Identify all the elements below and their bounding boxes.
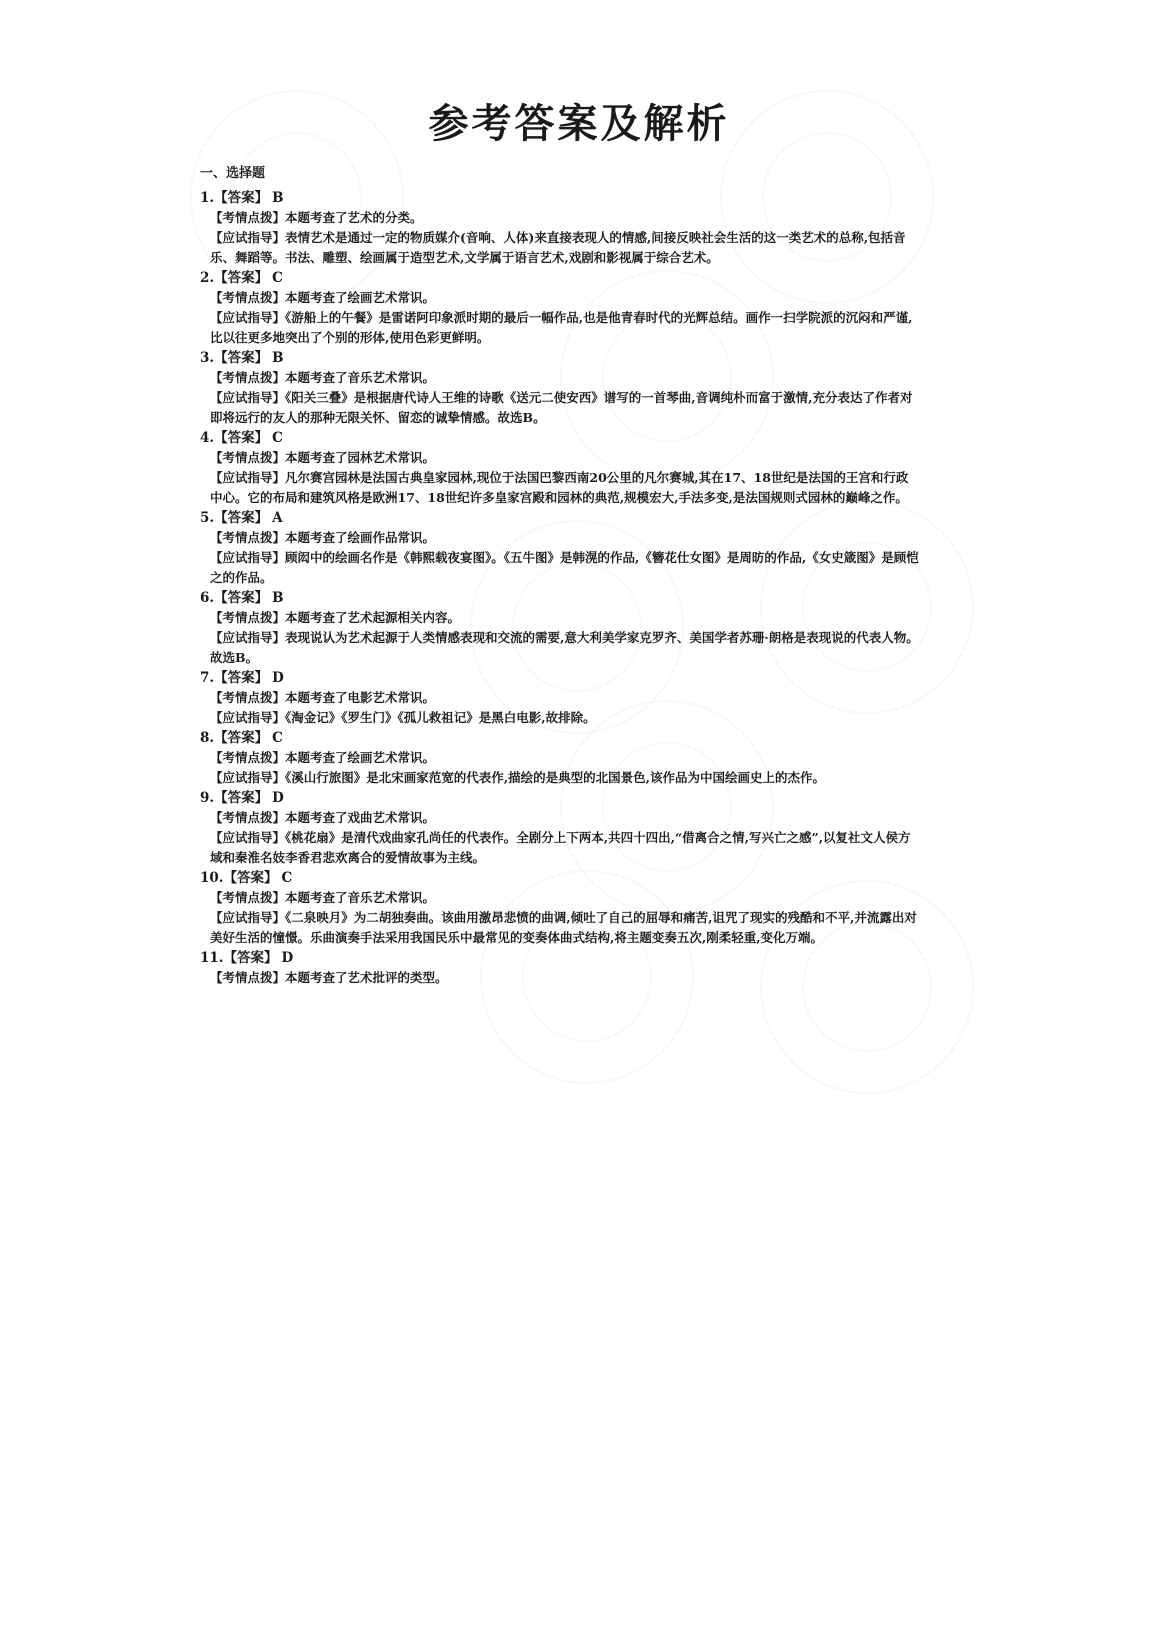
question-number: 10.	[200, 870, 224, 886]
exam-guide-line	[210, 228, 920, 268]
answer-label: 【答案】	[214, 510, 269, 526]
key-point-line	[210, 688, 920, 708]
question-number: 5.	[200, 510, 215, 526]
key-point-text: 本题考查了艺术批评的类型。	[285, 970, 448, 985]
question-answer	[200, 788, 920, 808]
key-point-label: 【考情点拨】	[210, 610, 286, 625]
key-point-label: 【考情点拨】	[210, 750, 286, 765]
question-answer	[200, 188, 920, 208]
answer-value: C	[272, 430, 283, 446]
answer-label: 【答案】	[223, 870, 278, 886]
exam-guide-line	[210, 548, 920, 588]
key-point-line	[210, 528, 920, 548]
key-point-line	[210, 748, 920, 768]
exam-guide-label: 【应试指导】	[210, 470, 286, 485]
question-item	[200, 188, 920, 268]
answer-label: 【答案】	[214, 270, 269, 286]
question-item	[200, 588, 920, 668]
key-point-label: 【考情点拨】	[210, 970, 286, 985]
exam-guide-label: 【应试指导】	[210, 230, 286, 245]
question-answer	[200, 728, 920, 748]
key-point-text: 本题考查了绘画作品常识。	[285, 530, 436, 545]
exam-guide-text: 凡尔赛宫园林是法国古典皇家园林,现位于法国巴黎西南20公里的凡尔赛城,其在17、18世纪是法国的王宫和行政中心。它的布局和建筑风格是欧洲17、18世纪许多皇家宫殿和园林的典范,规模宏大,手法多变,是法国规则式园林的巅峰之作。	[210, 470, 909, 505]
answers-content	[200, 164, 920, 988]
question-item	[200, 948, 920, 988]
question-item	[200, 868, 920, 948]
exam-guide-line	[210, 828, 920, 868]
question-item	[200, 788, 920, 868]
key-point-line	[210, 288, 920, 308]
answer-value: B	[272, 190, 284, 206]
exam-guide-line	[210, 308, 920, 348]
exam-guide-line	[210, 768, 920, 788]
exam-guide-text: 《阳关三叠》是根据唐代诗人王维的诗歌《送元二使安西》谱写的一首琴曲,音调纯朴而富于激情,充分表达了作者对即将远行的友人的那种无限关怀、留恋的诚挚情感。故选B。	[210, 390, 913, 425]
answer-value: A	[272, 510, 283, 526]
question-number: 11.	[200, 950, 224, 966]
answer-label: 【答案】	[214, 670, 269, 686]
exam-guide-text: 《游船上的午餐》是雷诺阿印象派时期的最后一幅作品,也是他青春时代的光辉总结。画作一扫学院派的沉闷和严谨,比以往更多地突出了个别的形体,使用色彩更鲜明。	[210, 310, 913, 345]
question-answer	[200, 588, 920, 608]
key-point-text: 本题考查了绘画艺术常识。	[285, 290, 436, 305]
key-point-label: 【考情点拨】	[210, 690, 286, 705]
exam-guide-label: 【应试指导】	[210, 910, 286, 925]
exam-guide-text: 顾闳中的绘画名作是《韩熙载夜宴图》。《五牛图》是韩滉的作品,《簪花仕女图》是周昉的作品,《女史箴图》是顾恺之的作品。	[210, 550, 919, 585]
answer-value: C	[281, 870, 293, 886]
question-item	[200, 268, 920, 348]
question-item	[200, 668, 920, 728]
exam-guide-label: 【应试指导】	[210, 630, 286, 645]
question-answer	[200, 428, 920, 448]
page-title: 参考答案及解析	[428, 100, 730, 147]
question-answer	[200, 268, 920, 288]
key-point-label: 【考情点拨】	[210, 450, 286, 465]
exam-guide-line	[210, 908, 920, 948]
exam-guide-text: 《溪山行旅图》是北宋画家范宽的代表作,描绘的是典型的北国景色,该作品为中国绘画史上的杰作。	[285, 770, 825, 785]
question-answer	[200, 508, 920, 528]
question-answer	[200, 868, 920, 888]
exam-guide-label: 【应试指导】	[210, 830, 286, 845]
answer-value: C	[272, 730, 283, 746]
key-point-text: 本题考查了音乐艺术常识。	[285, 370, 436, 385]
key-point-label: 【考情点拨】	[210, 210, 286, 225]
key-point-label: 【考情点拨】	[210, 370, 286, 385]
question-number: 9.	[200, 790, 215, 806]
question-number: 7.	[200, 670, 215, 686]
answer-label: 【答案】	[214, 730, 269, 746]
question-item	[200, 508, 920, 588]
exam-guide-text: 《淘金记》《罗生门》《孤儿救祖记》是黑白电影,故排除。	[285, 710, 596, 725]
exam-guide-text: 《二泉映月》为二胡独奏曲。该曲用激昂悲愤的曲调,倾吐了自己的屈辱和痛苦,诅咒了现实的残酷和不平,并流露出对美好生活的憧憬。乐曲演奏手法采用我国民乐中最常见的变奏体曲式结构,将主题变奏五次,刚柔轻重,变化万端。	[210, 910, 917, 945]
question-number: 4.	[200, 430, 215, 446]
exam-guide-line	[210, 468, 920, 508]
question-answer	[200, 948, 920, 968]
answer-label: 【答案】	[214, 190, 269, 206]
question-number: 6.	[200, 590, 215, 606]
key-point-label: 【考情点拨】	[210, 290, 286, 305]
question-item	[200, 728, 920, 788]
key-point-text: 本题考查了戏曲艺术常识。	[285, 810, 436, 825]
key-point-text: 本题考查了园林艺术常识。	[285, 450, 436, 465]
key-point-text: 本题考查了音乐艺术常识。	[285, 890, 436, 905]
key-point-text: 本题考查了电影艺术常识。	[285, 690, 436, 705]
exam-guide-text: 表现说认为艺术起源于人类情感表现和交流的需要,意大利美学家克罗齐、美国学者苏珊·朗格是表现说的代表人物。故选B。	[210, 630, 919, 665]
key-point-line	[210, 968, 920, 988]
exam-guide-label: 【应试指导】	[210, 550, 286, 565]
answer-value: D	[281, 950, 294, 966]
answer-value: B	[272, 350, 284, 366]
exam-guide-line	[210, 708, 920, 728]
answer-label: 【答案】	[214, 590, 269, 606]
question-number: 1.	[200, 190, 215, 206]
question-number: 8.	[200, 730, 215, 746]
question-item	[200, 428, 920, 508]
answer-value: C	[272, 270, 283, 286]
answer-label: 【答案】	[214, 430, 269, 446]
question-item	[200, 348, 920, 428]
key-point-label: 【考情点拨】	[210, 810, 286, 825]
question-number: 3.	[200, 350, 215, 366]
answer-value: D	[272, 670, 284, 686]
key-point-line	[210, 888, 920, 908]
exam-guide-label: 【应试指导】	[210, 770, 286, 785]
key-point-label: 【考情点拨】	[210, 890, 286, 905]
key-point-line	[210, 808, 920, 828]
key-point-line	[210, 448, 920, 468]
key-point-label: 【考情点拨】	[210, 530, 286, 545]
exam-guide-label: 【应试指导】	[210, 310, 286, 325]
exam-guide-line	[210, 388, 920, 428]
key-point-text: 本题考查了艺术起源相关内容。	[285, 610, 461, 625]
exam-guide-label: 【应试指导】	[210, 390, 286, 405]
question-answer	[200, 348, 920, 368]
key-point-line	[210, 608, 920, 628]
key-point-text: 本题考查了绘画艺术常识。	[285, 750, 436, 765]
question-answer	[200, 668, 920, 688]
answer-value: D	[272, 790, 284, 806]
exam-guide-label: 【应试指导】	[210, 710, 286, 725]
question-number: 2.	[200, 270, 215, 286]
exam-guide-line	[210, 628, 920, 668]
exam-guide-text: 表情艺术是通过一定的物质媒介(音响、人体)来直接表现人的情感,间接反映社会生活的这一类艺术的总称,包括音乐、舞蹈等。书法、雕塑、绘画属于造型艺术,文学属于语言艺术,戏剧和影视属于综合艺术。	[210, 230, 906, 265]
answer-label: 【答案】	[214, 350, 269, 366]
key-point-line	[210, 208, 920, 228]
answer-label: 【答案】	[223, 950, 278, 966]
exam-guide-text: 《桃花扇》是清代戏曲家孔尚任的代表作。全剧分上下两本,共四十四出,“借离合之情,写兴亡之感”,以复社文人侯方域和秦淮名妓李香君悲欢离合的爱情故事为主线。	[210, 830, 911, 865]
answer-label: 【答案】	[214, 790, 269, 806]
question-list	[200, 188, 920, 988]
section-title: 一、选择题	[200, 166, 266, 181]
key-point-line	[210, 368, 920, 388]
answer-value: B	[272, 590, 284, 606]
key-point-text: 本题考查了艺术的分类。	[285, 210, 423, 225]
